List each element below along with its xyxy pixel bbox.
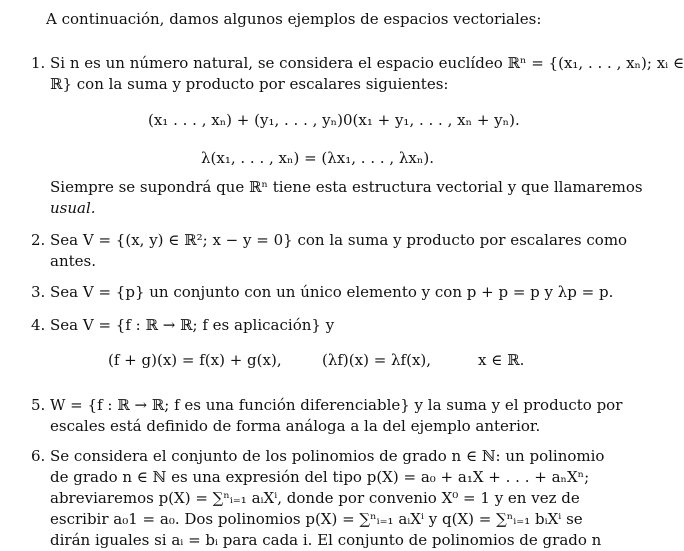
list-item-5 [31, 395, 623, 437]
item-line: escribir a₀1 = a₀. Dos polinomios p(X) = ∑ⁿᵢ₌₁ aᵢXⁱ y q(X) = ∑ⁿᵢ₌₁ bᵢXⁱ se [50, 510, 583, 528]
equation-function-scalar: (λf)(x) = λf(x), [322, 351, 432, 369]
item-line: W = {f : ℝ → ℝ; f es una función diferenciable} y la suma y el producto por [50, 396, 623, 414]
list-item-1-continued [31, 177, 643, 219]
item-line: Sea V = {f : ℝ → ℝ; f es aplicación} y [50, 316, 335, 334]
item-line: Sea V = {(x, y) ∈ ℝ²; x − y = 0} con la suma y producto por escalares como [50, 231, 628, 249]
item-number: 4. [31, 316, 46, 334]
list-item-1 [31, 53, 684, 95]
list-item-2 [31, 230, 628, 272]
item-line: dirán iguales si aᵢ = bᵢ para cada i. El conjunto de polinomios de grado n [50, 531, 602, 549]
item-line-emphasis: usual. [50, 199, 96, 217]
equation-scalar: λ(x₁, . . . , xₙ) = (λx₁, . . . , λxₙ). [201, 149, 435, 167]
item-number: 1. [31, 54, 46, 72]
equation-sum: (x₁ . . . , xₙ) + (y₁, . . . , yₙ)0(x₁ + y₁, . . . , xₙ + yₙ). [148, 111, 520, 129]
item-line: antes. [50, 252, 96, 270]
item-body [50, 395, 623, 437]
item-body [50, 282, 614, 303]
list-item-3 [31, 282, 614, 303]
item-number: 2. [31, 231, 46, 249]
item-number: 6. [31, 447, 46, 465]
item-line: Sea V = {p} un conjunto con un único elemento y con p + p = p y λp = p. [50, 283, 614, 301]
equation-function-sum: (f + g)(x) = f(x) + g(x), [108, 351, 282, 369]
item-line: ℝ} con la suma y producto por escalares siguientes: [50, 75, 449, 93]
item-body [50, 53, 684, 95]
item-body [50, 177, 643, 219]
item-line: abreviaremos p(X) = ∑ⁿᵢ₌₁ aᵢXⁱ, donde por convenio X⁰ = 1 y en vez de [50, 489, 580, 507]
list-item-4 [31, 315, 581, 336]
list-item-6 [31, 446, 605, 551]
item-number: 3. [31, 283, 46, 301]
item-body [50, 315, 581, 336]
item-line: escales está definido de forma análoga a la del ejemplo anterior. [50, 417, 541, 435]
equation-domain: x ∈ ℝ. [478, 351, 525, 369]
intro-paragraph: A continuación, damos algunos ejemplos de espacios vectoriales: [46, 10, 542, 28]
item-body [50, 446, 605, 551]
item-line: Se considera el conjunto de los polinomios de grado n ∈ ℕ: un polinomio [50, 447, 605, 465]
item-line: de grado n ∈ ℕ es una expresión del tipo p(X) = a₀ + a₁X + . . . + aₙXⁿ; [50, 468, 590, 486]
item-line: Si n es un número natural, se considera el espacio euclídeo ℝⁿ = {(x₁, . . . , xₙ); xᵢ ∈ [50, 54, 684, 72]
item-line: Siempre se supondrá que ℝⁿ tiene esta estructura vectorial y que llamaremos [50, 178, 643, 196]
item-number: 5. [31, 396, 46, 414]
item-body [50, 230, 628, 272]
